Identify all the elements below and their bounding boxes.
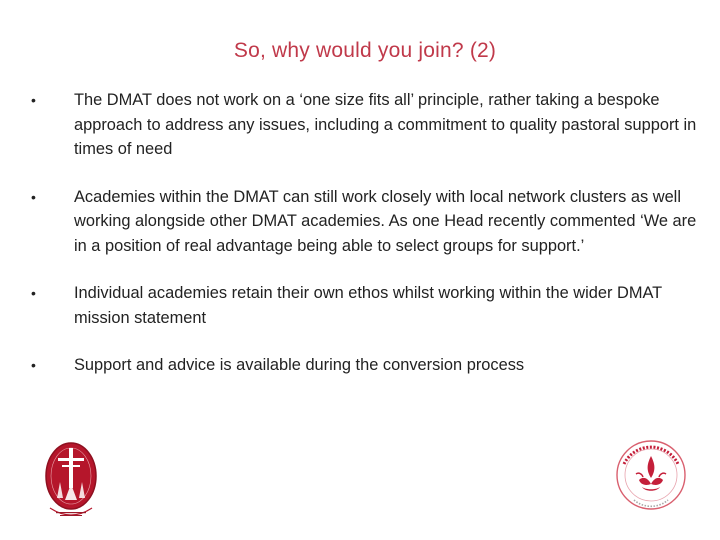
slide-title: So, why would you join? (2)	[233, 39, 497, 62]
bullet-text: Academies within the DMAT can still work closely with local network clusters as well working alongside other DMAT academies. As one Head recently commented ‘We are in a position of real advantage being able to select groups for support.’	[74, 187, 697, 255]
bullet-list	[31, 88, 699, 378]
bullet-item	[31, 185, 699, 259]
bullet-item	[31, 88, 699, 162]
bullet-text: Individual academies retain their own ethos whilst working within the wider DMAT mission statement	[74, 284, 662, 327]
bullet-icon: •	[31, 92, 36, 108]
diocese-cross-seal-icon	[38, 438, 104, 524]
bullet-icon: •	[31, 188, 36, 205]
bullet-item	[31, 281, 699, 330]
bullet-text: Support and advice is available during the conversion process	[74, 356, 525, 374]
bullet-icon: •	[31, 285, 36, 301]
bullet-text: The DMAT does not work on a ‘one size fits all’ principle, rather taking a bespoke approach to address any issues, including a commitment to quality pastoral support in times of need	[74, 91, 697, 158]
bullet-item	[31, 353, 699, 378]
bullet-icon: •	[31, 357, 36, 373]
diocese-lotus-seal-icon	[610, 434, 692, 516]
